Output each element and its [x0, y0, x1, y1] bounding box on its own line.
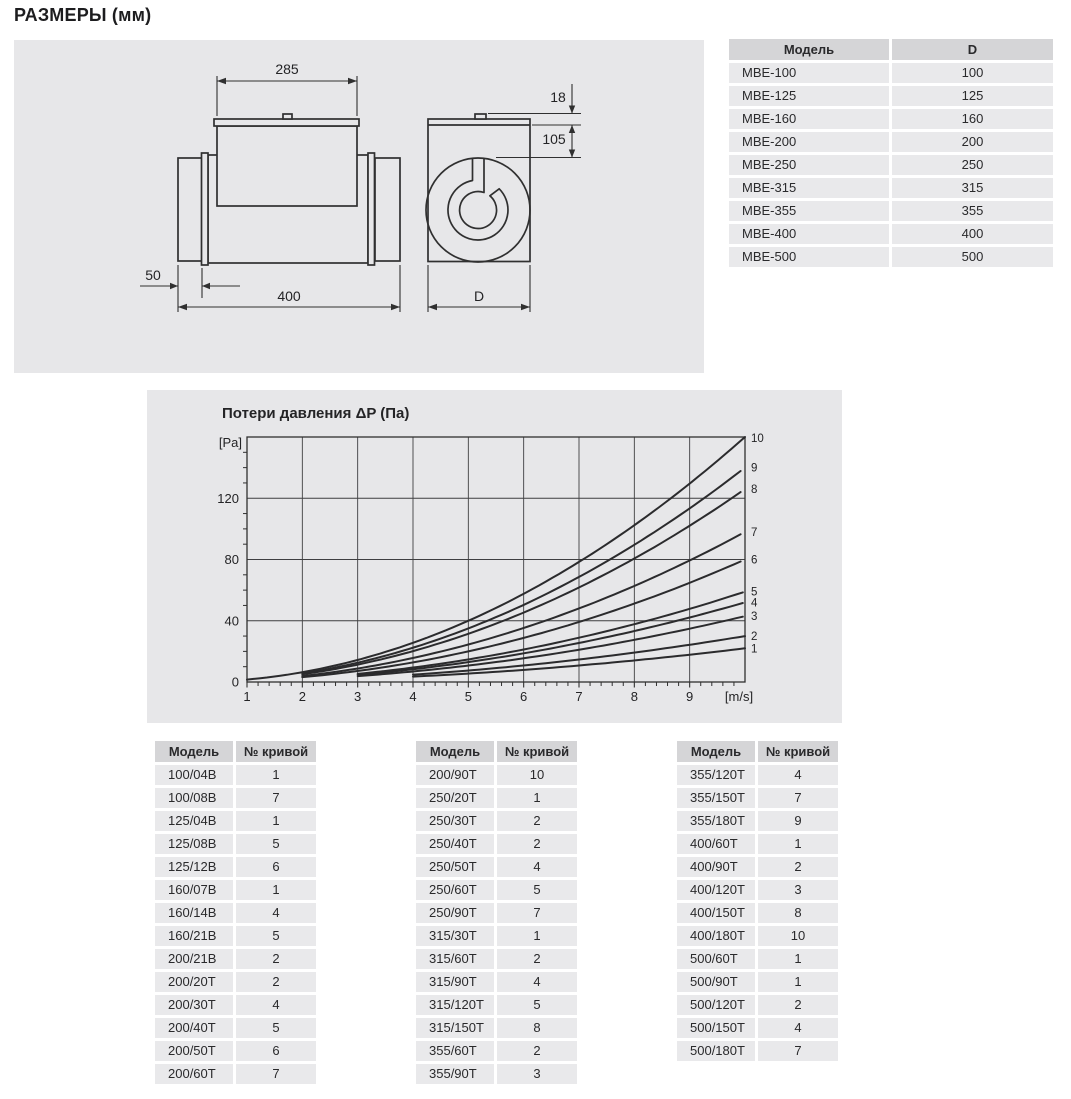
value-cell: 1	[497, 926, 577, 946]
model-cell: МВЕ-100	[729, 63, 889, 83]
curve-number-label: 5	[751, 586, 758, 599]
value-cell: 7	[758, 1041, 838, 1061]
value-cell: 1	[236, 811, 316, 831]
value-cell: 5	[236, 834, 316, 854]
model-cell: МВЕ-400	[729, 224, 889, 244]
value-cell: 6	[236, 857, 316, 877]
model-cell: 160/21В	[155, 926, 233, 946]
value-cell: 250	[892, 155, 1053, 175]
table-row	[677, 1018, 838, 1038]
table-row	[416, 880, 577, 900]
model-cell: 315/60Т	[416, 949, 494, 969]
table-row	[155, 926, 316, 946]
value-cell: 10	[497, 765, 577, 785]
heater-circle	[426, 158, 530, 262]
dimension-diameter	[428, 265, 530, 312]
model-cell: 200/40Т	[155, 1018, 233, 1038]
curve-table-1-wrap	[152, 738, 319, 1087]
model-diameter-table	[726, 36, 1056, 270]
header-row	[677, 741, 838, 762]
table-row	[416, 788, 577, 808]
model-cell: 160/07В	[155, 880, 233, 900]
x-tick-label: 9	[686, 689, 694, 704]
value-cell: 2	[497, 949, 577, 969]
terminal-box	[217, 126, 357, 206]
table-row	[729, 109, 1053, 129]
value-cell: 200	[892, 132, 1053, 152]
model-cell: 400/60Т	[677, 834, 755, 854]
value-cell: 160	[892, 109, 1053, 129]
value-cell: 1	[758, 834, 838, 854]
x-tick-label: 8	[630, 689, 638, 704]
dim-box-width-label: 285	[275, 61, 299, 77]
model-cell: 100/08В	[155, 788, 233, 808]
front-view	[178, 114, 400, 265]
table-row	[677, 926, 838, 946]
table-row	[155, 1041, 316, 1061]
table-row	[416, 995, 577, 1015]
value-cell: 7	[236, 1064, 316, 1084]
model-cell: 100/04В	[155, 765, 233, 785]
model-cell: 500/180Т	[677, 1041, 755, 1061]
dim-flange-offset-label: 50	[145, 267, 161, 283]
model-cell: 125/04В	[155, 811, 233, 831]
model-cell: 400/90Т	[677, 857, 755, 877]
header-row	[416, 741, 577, 762]
value-cell: 315	[892, 178, 1053, 198]
model-diameter-table-wrap	[726, 36, 1056, 270]
table-row	[677, 857, 838, 877]
model-cell: 355/150Т	[677, 788, 755, 808]
table-row	[677, 995, 838, 1015]
table-row	[677, 903, 838, 923]
model-cell: 200/90Т	[416, 765, 494, 785]
model-cell: 200/21В	[155, 949, 233, 969]
table-row	[729, 178, 1053, 198]
value-cell: 1	[236, 765, 316, 785]
value-cell: 5	[236, 1018, 316, 1038]
model-cell: 250/30Т	[416, 811, 494, 831]
dim-lid-height-label: 18	[550, 89, 566, 105]
table-row	[729, 201, 1053, 221]
page-title: РАЗМЕРЫ (мм)	[14, 5, 152, 25]
value-cell: 5	[497, 995, 577, 1015]
header-row	[155, 741, 316, 762]
table-row	[677, 765, 838, 785]
table-row	[416, 972, 577, 992]
value-cell: 2	[497, 811, 577, 831]
flange-right	[368, 153, 375, 265]
value-cell: 6	[236, 1041, 316, 1061]
model-cell: МВЕ-500	[729, 247, 889, 267]
value-cell: 1	[758, 972, 838, 992]
table-row	[729, 132, 1053, 152]
column-header: Модель	[677, 741, 755, 762]
dimension-total-length	[178, 265, 400, 312]
value-cell: 10	[758, 926, 838, 946]
model-cell: 250/20Т	[416, 788, 494, 808]
table-row	[677, 1041, 838, 1061]
model-cell: 250/50Т	[416, 857, 494, 877]
table-row	[416, 903, 577, 923]
table-row	[677, 880, 838, 900]
dim-box-height-label: 105	[542, 131, 566, 147]
table-row	[155, 949, 316, 969]
value-cell: 4	[236, 995, 316, 1015]
curve-number-label: 8	[751, 484, 758, 497]
table-row	[155, 788, 316, 808]
curve-number-label: 7	[751, 526, 758, 539]
value-cell: 5	[236, 926, 316, 946]
heating-element-symbol	[448, 159, 508, 240]
lid-nub	[283, 114, 292, 119]
table-row	[729, 86, 1053, 106]
column-header: № кривой	[758, 741, 838, 762]
value-cell: 5	[497, 880, 577, 900]
column-header: № кривой	[497, 741, 577, 762]
dimensions-drawing-panel	[14, 40, 704, 373]
table-row	[155, 857, 316, 877]
value-cell: 100	[892, 63, 1053, 83]
table-row	[155, 1018, 316, 1038]
table-row	[416, 811, 577, 831]
model-cell: 250/90Т	[416, 903, 494, 923]
curve-table-3-wrap	[674, 738, 841, 1064]
value-cell: 4	[497, 857, 577, 877]
table-row	[416, 949, 577, 969]
table-row	[729, 224, 1053, 244]
flange-left	[202, 153, 209, 265]
table-row	[155, 972, 316, 992]
model-cell: 355/120Т	[677, 765, 755, 785]
x-tick-label: 1	[243, 689, 251, 704]
table-row	[416, 765, 577, 785]
value-cell: 2	[497, 1041, 577, 1061]
dimension-box-width	[217, 61, 357, 116]
curve-table-2-wrap	[413, 738, 580, 1087]
model-cell: 500/120Т	[677, 995, 755, 1015]
value-cell: 3	[497, 1064, 577, 1084]
column-header: № кривой	[236, 741, 316, 762]
side-view	[426, 114, 530, 262]
value-cell: 1	[236, 880, 316, 900]
column-header: D	[892, 39, 1053, 60]
value-cell: 4	[758, 1018, 838, 1038]
model-cell: МВЕ-125	[729, 86, 889, 106]
table-row	[416, 926, 577, 946]
value-cell: 3	[758, 880, 838, 900]
pressure-chart-panel	[147, 390, 842, 723]
table-row	[729, 63, 1053, 83]
x-tick-label: 5	[464, 689, 472, 704]
curve-table-2	[413, 738, 580, 1087]
value-cell: 8	[497, 1018, 577, 1038]
model-cell: 400/180Т	[677, 926, 755, 946]
x-tick-label: 3	[354, 689, 362, 704]
model-cell: МВЕ-200	[729, 132, 889, 152]
model-cell: 400/120Т	[677, 880, 755, 900]
model-cell: 250/40Т	[416, 834, 494, 854]
x-tick-label: 2	[298, 689, 306, 704]
y-tick-label: 80	[224, 552, 239, 567]
column-header: Модель	[155, 741, 233, 762]
table-row	[416, 1064, 577, 1084]
model-cell: 400/150Т	[677, 903, 755, 923]
model-cell: МВЕ-355	[729, 201, 889, 221]
model-cell: 125/08В	[155, 834, 233, 854]
value-cell: 1	[758, 949, 838, 969]
model-cell: 160/14В	[155, 903, 233, 923]
value-cell: 7	[236, 788, 316, 808]
value-cell: 2	[758, 995, 838, 1015]
value-cell: 7	[758, 788, 838, 808]
dim-diameter-label: D	[473, 288, 485, 304]
y-tick-label: 120	[217, 490, 239, 506]
value-cell: 4	[497, 972, 577, 992]
model-cell: 200/60Т	[155, 1064, 233, 1084]
table-row	[155, 903, 316, 923]
curve-10	[247, 437, 745, 680]
model-cell: 500/150Т	[677, 1018, 755, 1038]
curve-number-label: 4	[751, 597, 758, 610]
table-row	[416, 1041, 577, 1061]
table-row	[677, 949, 838, 969]
model-cell: 500/60Т	[677, 949, 755, 969]
table-row	[416, 857, 577, 877]
model-cell: МВЕ-315	[729, 178, 889, 198]
value-cell: 125	[892, 86, 1053, 106]
model-cell: 200/50Т	[155, 1041, 233, 1061]
value-cell: 7	[497, 903, 577, 923]
table-row	[155, 834, 316, 854]
y-tick-label: 40	[224, 613, 239, 629]
value-cell: 2	[236, 949, 316, 969]
table-row	[677, 811, 838, 831]
x-tick-label: 4	[409, 689, 417, 704]
curve-table-1	[152, 738, 319, 1087]
model-cell: 500/90Т	[677, 972, 755, 992]
model-cell: МВЕ-160	[729, 109, 889, 129]
table-row	[677, 788, 838, 808]
curve-9	[302, 471, 740, 673]
model-cell: 355/180Т	[677, 811, 755, 831]
pressure-loss-chart	[147, 390, 842, 723]
table-row	[155, 880, 316, 900]
model-cell: 250/60Т	[416, 880, 494, 900]
value-cell: 1	[497, 788, 577, 808]
model-cell: 125/12В	[155, 857, 233, 877]
x-tick-label: 7	[575, 689, 583, 704]
value-cell: 2	[758, 857, 838, 877]
dimension-flange-offset	[140, 265, 240, 312]
curve-number-label: 6	[751, 554, 758, 567]
model-cell: 315/90Т	[416, 972, 494, 992]
x-tick-label: 6	[520, 689, 528, 704]
model-cell: 200/30Т	[155, 995, 233, 1015]
table-row	[416, 1018, 577, 1038]
table-row	[155, 765, 316, 785]
model-cell: 200/20Т	[155, 972, 233, 992]
model-cell: 315/30Т	[416, 926, 494, 946]
y-axis-unit-label: [Pa]	[218, 435, 242, 450]
duct-heater-drawing	[14, 40, 704, 373]
value-cell: 9	[758, 811, 838, 831]
model-cell: 315/150Т	[416, 1018, 494, 1038]
value-cell: 2	[497, 834, 577, 854]
dimension-lid-height	[488, 84, 581, 114]
value-cell: 355	[892, 201, 1053, 221]
dim-total-length-label: 400	[277, 288, 301, 304]
header-row	[729, 39, 1053, 60]
column-header: Модель	[729, 39, 889, 60]
model-cell: МВЕ-250	[729, 155, 889, 175]
value-cell: 2	[236, 972, 316, 992]
dimension-box-height	[496, 125, 581, 158]
model-cell: 355/90Т	[416, 1064, 494, 1084]
terminal-box-lid	[214, 119, 359, 126]
curve-number-label: 1	[751, 643, 758, 656]
table-row	[155, 1064, 316, 1084]
table-row	[677, 834, 838, 854]
duct-stub-left	[178, 158, 202, 261]
table-row	[155, 995, 316, 1015]
column-header: Модель	[416, 741, 494, 762]
value-cell: 8	[758, 903, 838, 923]
value-cell: 400	[892, 224, 1053, 244]
value-cell: 500	[892, 247, 1053, 267]
model-cell: 315/120Т	[416, 995, 494, 1015]
duct-stub-right	[375, 158, 400, 261]
table-row	[729, 247, 1053, 267]
value-cell: 4	[758, 765, 838, 785]
model-cell: 355/60Т	[416, 1041, 494, 1061]
curve-number-label: 2	[751, 631, 758, 644]
table-row	[677, 972, 838, 992]
table-row	[416, 834, 577, 854]
curve-table-3	[674, 738, 841, 1064]
curve-number-label: 3	[751, 611, 758, 624]
curve-4	[358, 603, 743, 675]
table-row	[729, 155, 1053, 175]
y-tick-label: 0	[231, 674, 239, 690]
value-cell: 4	[236, 903, 316, 923]
x-axis-unit-label: [m/s]	[724, 689, 754, 704]
curve-number-label: 9	[751, 462, 758, 475]
chart-title: Потери давления ΔP (Па)	[222, 405, 410, 422]
table-row	[155, 811, 316, 831]
side-lid-nub	[475, 114, 486, 119]
curve-number-label: 10	[751, 433, 764, 445]
